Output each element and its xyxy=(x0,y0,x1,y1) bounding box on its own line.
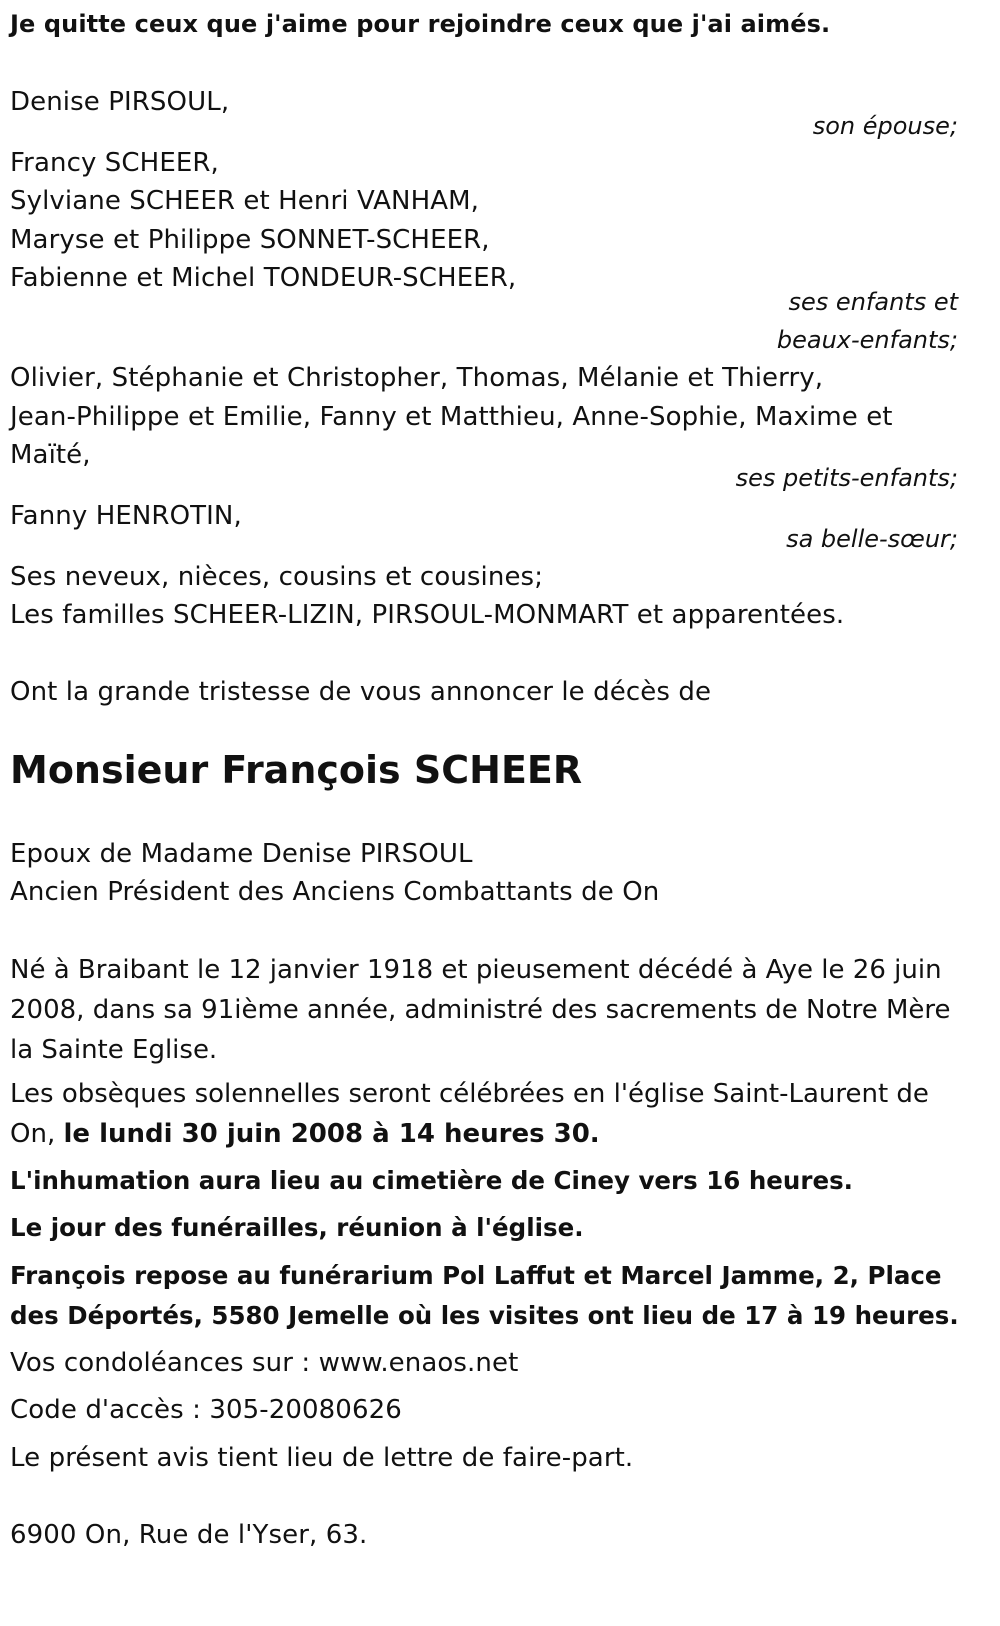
spouse-name: Denise PIRSOUL, xyxy=(10,87,230,117)
deceased-name: Monsieur François SCHEER xyxy=(10,748,583,792)
child-line: Maryse et Philippe SONNET-SCHEER, xyxy=(10,225,490,255)
grandchildren-line: Jean-Philippe et Emilie, Fanny et Matthieu, Anne-Sophie, Maxime et xyxy=(10,402,893,432)
sister-in-law-relation: sa belle-sœur; xyxy=(786,525,958,553)
child-line: Fabienne et Michel TONDEUR-SCHEER, xyxy=(10,263,517,293)
funeral-paragraph xyxy=(10,1074,970,1154)
funeral-date: le lundi 30 juin 2008 à 14 heures 30. xyxy=(63,1119,600,1149)
extended-family-line: Ses neveux, nièces, cousins et cousines; xyxy=(10,562,544,592)
grandchildren-relation: ses petits-enfants; xyxy=(735,464,958,492)
child-line: Sylviane SCHEER et Henri VANHAM, xyxy=(10,186,480,216)
funerarium-text: François repose au funérarium Pol Laffut et Marcel Jamme, 2, Place des Déportés, 5580 Jemelle où les visites ont lieu de 17 à 19 heures. xyxy=(10,1261,959,1330)
children-relation-2: beaux-enfants; xyxy=(776,326,958,354)
spouse-relation: son épouse; xyxy=(812,112,958,140)
epigraph: Je quitte ceux que j'aime pour rejoindre ceux que j'ai aimés. xyxy=(10,10,831,38)
funeral-text: Les obsèques solennelles seront célébrées en l'église Saint-Laurent de On, xyxy=(10,1079,929,1149)
condolences-text: Vos condoléances sur : www.enaos.net xyxy=(10,1348,519,1378)
notice-text: Le présent avis tient lieu de lettre de faire-part. xyxy=(10,1443,634,1473)
meeting-text: Le jour des funérailles, réunion à l'église. xyxy=(10,1213,584,1242)
title-line: Ancien Président des Anciens Combattants de On xyxy=(10,877,660,907)
burial-text: L'inhumation aura lieu au cimetière de Ciney vers 16 heures. xyxy=(10,1166,853,1195)
child-line: Francy SCHEER, xyxy=(10,148,219,178)
announcement-text: Ont la grande tristesse de vous annoncer le décès de xyxy=(10,677,712,707)
sister-in-law-name: Fanny HENROTIN, xyxy=(10,501,242,531)
children-relation: ses enfants et xyxy=(788,288,958,316)
access-code-text: Code d'accès : 305-20080626 xyxy=(10,1395,402,1425)
address-text: 6900 On, Rue de l'Yser, 63. xyxy=(10,1520,368,1550)
grandchildren-line: Olivier, Stéphanie et Christopher, Thomas, Mélanie et Thierry, xyxy=(10,363,824,393)
extended-family-line: Les familles SCHEER-LIZIN, PIRSOUL-MONMART et apparentées. xyxy=(10,600,845,630)
title-line: Epoux de Madame Denise PIRSOUL xyxy=(10,839,473,869)
grandchildren-line: Maïté, xyxy=(10,440,91,470)
birth-death-paragraph: Né à Braibant le 12 janvier 1918 et pieusement décédé à Aye le 26 juin 2008, dans sa 91ième année, administré des sacrements de Notre Mère la Sainte Eglise. xyxy=(10,955,951,1065)
